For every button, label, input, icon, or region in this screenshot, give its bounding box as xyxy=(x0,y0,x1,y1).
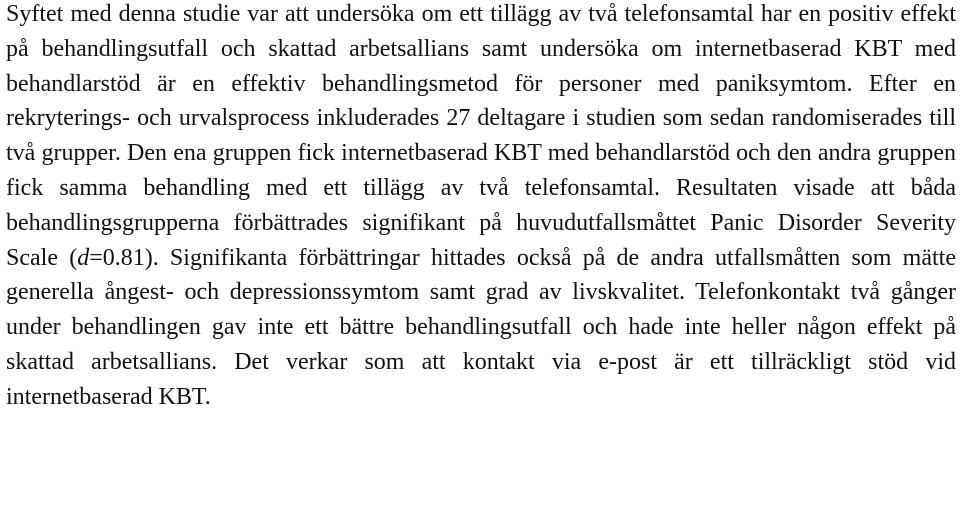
abstract-text-part-2: =0.81). Signifikanta förbättringar hittades också på de andra utfallsmåtten som mätte generella ångest- och depressionssymtom samt grad av livskvalitet. Telefonkontakt två gånger under behandlingen gav inte ett bättre behandlingsutfall och hade inte heller någon effekt på skattad arbetsallians. Det verkar som att kontakt via e-post är ett tillräckligt stöd vid internetbaserad KBT. xyxy=(6,244,956,410)
abstract-text-part-1: Syftet med denna studie var att undersöka om ett tillägg av två telefonsamtal har en positiv effekt på behandlingsutfall och skattad arbetsallians samt undersöka om internetbaserad KBT med behandlarstöd är en effektiv behandlingsmetod för personer med paniksymtom. Efter en rekryterings- och urvalsprocess inkluderades 27 deltagare i studien som sedan randomiserades till två grupper. Den ena gruppen fick internetbaserad KBT med behandlarstöd och den andra gruppen fick samma behandling med ett tillägg av två telefonsamtal. Resultaten visade att båda behandlingsgrupperna förbättrades signifikant på huvudutfallsmåttet Panic Disorder Severity Scale ( xyxy=(6,1,956,271)
effect-size-symbol: d xyxy=(77,244,90,271)
abstract-paragraph xyxy=(6,0,956,415)
